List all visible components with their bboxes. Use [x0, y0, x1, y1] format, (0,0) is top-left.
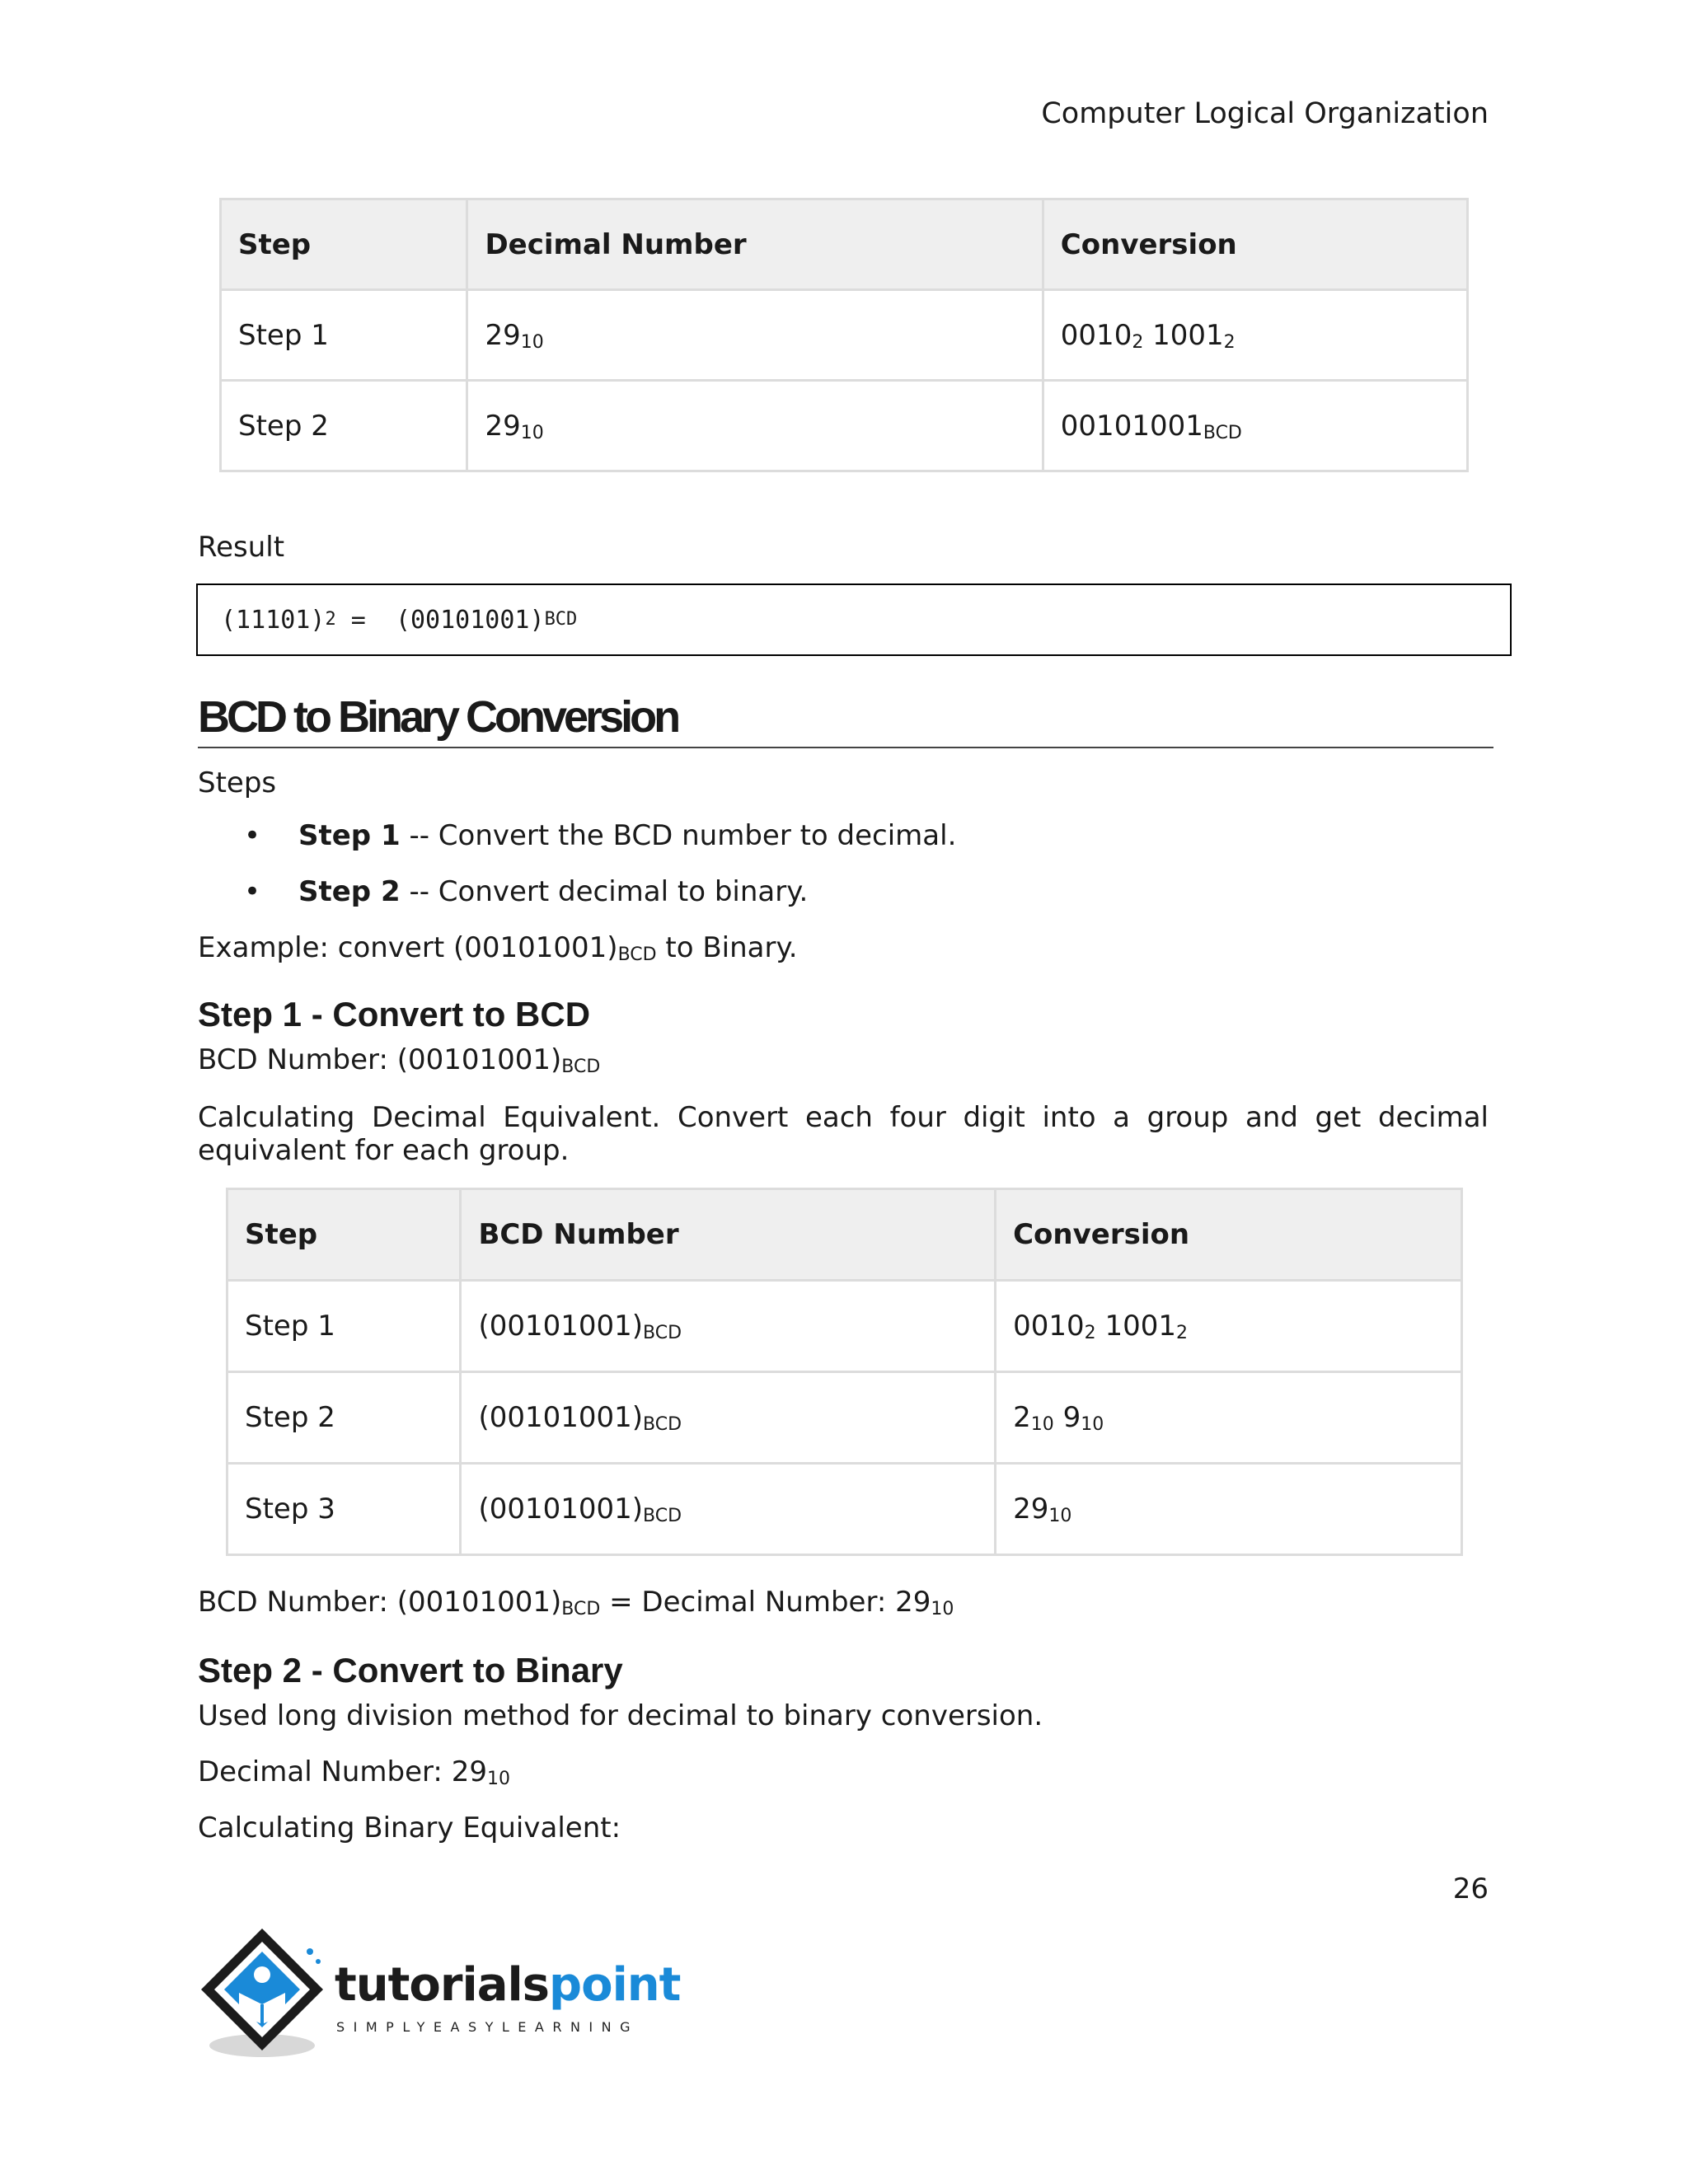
step2-heading: Step 2 - Convert to Binary: [198, 1651, 623, 1690]
logo-emblem-icon: [195, 1922, 343, 2070]
step-cell: Step 3: [227, 1464, 461, 1555]
table-header-row: [227, 1189, 1462, 1281]
conversion-cell: $00101001_{BCD}$: [1043, 381, 1467, 471]
conversion-cell: $29_{10}$: [996, 1464, 1462, 1555]
tutorialspoint-logo: [195, 1922, 689, 2070]
section-title: BCD to Binary Conversion: [198, 691, 1493, 748]
logo-wordmark: tutorialspoint: [335, 1958, 681, 2012]
list-item: • Step 1 -- Convert the BCD number to decimal.: [244, 819, 957, 852]
decimal-cell: $29_{10}$: [467, 381, 1043, 471]
bcd-cell: $(00101001)_{BCD}$: [461, 1372, 996, 1464]
page-number: 26: [1452, 1872, 1489, 1905]
table-row: [221, 381, 1468, 471]
bullet-icon: •: [244, 875, 261, 908]
steps-label: Steps: [198, 766, 277, 799]
column-header: Conversion: [1043, 199, 1467, 290]
table-row: [227, 1372, 1462, 1464]
result-code-box: (11101) 2 = (00101001) BCD: [196, 583, 1512, 656]
column-header: Decimal Number: [467, 199, 1043, 290]
table-header-row: [221, 199, 1468, 290]
method-text: Used long division method for decimal to binary conversion.: [198, 1699, 1043, 1732]
steps-list: [198, 819, 956, 931]
decimal-number-text: Decimal Number: $29_{10}$: [198, 1755, 510, 1789]
bcd-cell: $(00101001)_{BCD}$: [461, 1464, 996, 1555]
step-cell: Step 1: [221, 290, 467, 381]
step-cell: Step 2: [227, 1372, 461, 1464]
bullet-icon: •: [244, 819, 261, 852]
step-cell: Step 1: [227, 1281, 461, 1372]
table-row: [227, 1464, 1462, 1555]
column-header: BCD Number: [461, 1189, 996, 1281]
calc-decimal-text: Calculating Decimal Equivalent. Convert each four digit into a group and get decimal equivalent for each group.: [198, 1101, 1489, 1167]
conversion-cell: $0010_2$ $1001_2$: [996, 1281, 1462, 1372]
step1-heading: Step 1 - Convert to BCD: [198, 995, 591, 1033]
logo-tagline: SIMPLYEASYLEARNING: [336, 2019, 640, 2035]
example-text: Example: convert $(00101001)_{BCD}$ to Binary.: [198, 931, 798, 965]
result-label: Result: [198, 531, 285, 564]
running-header: Computer Logical Organization: [1041, 97, 1489, 130]
list-item: • Step 2 -- Convert decimal to binary.: [244, 875, 809, 908]
bcd-number-text: BCD Number: $(00101001)_{BCD}$: [198, 1043, 601, 1077]
summary-text: BCD Number: $(00101001)_{BCD}$ = Decimal Number: $29_{10}$: [198, 1586, 954, 1619]
conversion-table-2: [226, 1188, 1463, 1556]
column-header: Step: [227, 1189, 461, 1281]
calc-binary-text: Calculating Binary Equivalent:: [198, 1811, 621, 1844]
conversion-cell: $0010_2$ $1001_2$: [1043, 290, 1467, 381]
conversion-table-1: [219, 198, 1469, 472]
column-header: Step: [221, 199, 467, 290]
step-cell: Step 2: [221, 381, 467, 471]
table-row: [227, 1281, 1462, 1372]
decimal-cell: $29_{10}$: [467, 290, 1043, 381]
conversion-cell: $2_{10}$ $9_{10}$: [996, 1372, 1462, 1464]
table-row: [221, 290, 1468, 381]
bcd-cell: $(00101001)_{BCD}$: [461, 1281, 996, 1372]
column-header: Conversion: [996, 1189, 1462, 1281]
